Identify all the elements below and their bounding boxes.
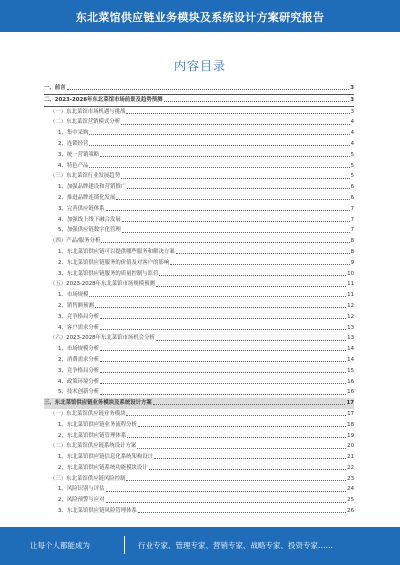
toc-entry-page: 4 bbox=[350, 140, 354, 147]
toc-entry-title: （二）东北菜馆营销模式分析 bbox=[50, 119, 121, 126]
toc-leader-dots bbox=[164, 101, 350, 102]
toc-entry[interactable] bbox=[44, 95, 354, 107]
toc-leader-dots bbox=[121, 124, 349, 125]
toc-entry[interactable] bbox=[44, 495, 354, 506]
report-header-bar bbox=[0, 0, 400, 32]
toc-entry-page: 19 bbox=[347, 432, 354, 439]
toc-entry-page: 23 bbox=[347, 475, 354, 482]
toc-entry-title: 2、东北菜馆供应链管理体系 bbox=[58, 432, 127, 439]
toc-entry[interactable] bbox=[44, 301, 354, 312]
toc-entry[interactable] bbox=[44, 355, 354, 366]
footer-divider bbox=[124, 536, 125, 554]
toc-entry-page: 18 bbox=[347, 421, 354, 428]
toc-entry[interactable] bbox=[44, 247, 354, 258]
toc-entry[interactable] bbox=[44, 431, 354, 442]
toc-entry-page: 8 bbox=[350, 248, 354, 255]
toc-leader-dots bbox=[106, 210, 350, 211]
toc-leader-dots bbox=[126, 113, 349, 114]
toc-entry[interactable] bbox=[44, 193, 354, 204]
toc-entry-page: 21 bbox=[347, 454, 354, 461]
toc-entry-title: 2、消费需求分析 bbox=[58, 356, 100, 363]
toc-leader-dots bbox=[138, 512, 346, 513]
toc-entry-title: 一、前言 bbox=[44, 85, 66, 91]
toc-leader-dots bbox=[89, 296, 346, 297]
toc-entry[interactable] bbox=[44, 506, 354, 517]
toc-entry-title: （六）2023-2028年东北菜馆市场机会分析 bbox=[50, 335, 155, 342]
toc-entry-title: 4、特色产品 bbox=[58, 162, 89, 169]
toc-leader-dots bbox=[95, 307, 346, 308]
toc-leader-dots bbox=[100, 372, 346, 373]
toc-leader-dots bbox=[100, 350, 346, 351]
toc-leader-dots bbox=[154, 458, 346, 459]
toc-leader-dots bbox=[100, 156, 349, 157]
toc-entry-title: 1、加强品牌建设和营销推广 bbox=[58, 184, 127, 191]
toc-leader-dots bbox=[122, 221, 350, 222]
toc-entry-page: 9 bbox=[350, 259, 354, 266]
toc-entry-title: 1、市场规模分析 bbox=[58, 346, 100, 353]
toc-entry-title: （二）东北菜馆供应链系统设计方案 bbox=[50, 443, 137, 450]
toc-entry-title: 5、技术创新分析 bbox=[58, 389, 100, 396]
toc-entry[interactable] bbox=[44, 441, 354, 452]
toc-leader-dots bbox=[126, 415, 346, 416]
toc-entry[interactable] bbox=[44, 484, 354, 495]
toc-leader-dots bbox=[121, 178, 349, 179]
toc-entry-title: （四）产品/服务分析 bbox=[50, 238, 101, 245]
toc-entry-title: （一）东北菜馆市场机遇与挑战 bbox=[50, 108, 126, 115]
toc-entry[interactable] bbox=[44, 398, 354, 409]
toc-entry-page: 4 bbox=[350, 119, 354, 126]
table-of-contents bbox=[44, 83, 354, 517]
toc-leader-dots bbox=[149, 469, 346, 470]
toc-entry[interactable] bbox=[44, 204, 354, 215]
report-title: 东北菜馆供应链业务模块及系统设计方案研究报告 bbox=[75, 11, 325, 24]
toc-entry-title: 2、推进品牌连锁化发展 bbox=[58, 194, 116, 201]
footer-bar bbox=[0, 527, 400, 565]
toc-entry-page: 24 bbox=[347, 486, 354, 493]
toc-entry-title: 1、风险识别与评估 bbox=[58, 486, 105, 493]
toc-leader-dots bbox=[153, 404, 346, 405]
toc-entry-title: 二、2023-2028年东北菜馆市场前景及趋势预测 bbox=[44, 96, 163, 103]
toc-entry-page: 10 bbox=[347, 270, 354, 277]
toc-entry[interactable] bbox=[44, 150, 354, 161]
toc-leader-dots bbox=[100, 383, 346, 384]
toc-leader-dots bbox=[89, 134, 349, 135]
toc-leader-dots bbox=[106, 502, 347, 503]
toc-leader-dots bbox=[67, 89, 350, 90]
toc-entry[interactable] bbox=[44, 225, 354, 236]
toc-entry-title: 1、市场规模 bbox=[58, 292, 89, 299]
toc-entry-page: 6 bbox=[350, 194, 354, 201]
toc-entry[interactable] bbox=[44, 366, 354, 377]
toc-entry-page: 3 bbox=[350, 85, 354, 91]
toc-leader-dots bbox=[101, 242, 349, 243]
toc-entry-title: （三）东北菜馆行业发展趋势 bbox=[50, 173, 121, 180]
toc-entry-title: （三）东北菜馆供应链风险控制 bbox=[50, 475, 126, 482]
toc-entry[interactable] bbox=[44, 474, 354, 485]
toc-entry-page: 20 bbox=[347, 443, 354, 450]
toc-leader-dots bbox=[100, 329, 346, 330]
toc-entry-page: 5 bbox=[350, 151, 354, 158]
toc-entry-title: 3、东北菜馆供应链风险管理体系 bbox=[58, 508, 137, 515]
toc-leader-dots bbox=[156, 340, 346, 341]
toc-entry[interactable] bbox=[44, 269, 354, 280]
toc-entry-page: 17 bbox=[346, 400, 354, 407]
toc-entry-title: 5、加强供应链数字化管理 bbox=[58, 227, 121, 234]
toc-entry[interactable] bbox=[44, 312, 354, 323]
toc-entry-title: 3、东北菜馆供应链服务的质量控制与监管 bbox=[58, 270, 159, 277]
toc-entry-page: 3 bbox=[350, 96, 354, 103]
toc-entry[interactable] bbox=[44, 117, 354, 128]
toc-leader-dots bbox=[100, 361, 346, 362]
footer-slogan: 让每个人都能成为 bbox=[30, 541, 90, 550]
footer-tagline: 行业专家、管理专家、营销专家、战略专家、投资专家…… bbox=[138, 541, 333, 550]
toc-entry-page: 3 bbox=[350, 108, 354, 115]
toc-entry-title: 2、东北菜馆供应链系统功能模块设计 bbox=[58, 464, 148, 471]
toc-entry-title: 3、竞争格局分析 bbox=[58, 367, 100, 374]
toc-entry[interactable] bbox=[44, 452, 354, 463]
toc-entry-title: 4、加强线上线下融合发展 bbox=[58, 216, 121, 223]
toc-leader-dots bbox=[137, 448, 346, 449]
toc-entry-title: 3、统一营销策略 bbox=[58, 151, 100, 158]
toc-entry-page: 12 bbox=[347, 302, 354, 309]
toc-entry-page: 22 bbox=[347, 464, 354, 471]
toc-leader-dots bbox=[89, 167, 349, 168]
toc-entry-page: 5 bbox=[350, 173, 354, 180]
toc-leader-dots bbox=[127, 437, 346, 438]
toc-leader-dots bbox=[122, 232, 350, 233]
toc-entry[interactable] bbox=[44, 279, 354, 290]
toc-entry-page: 11 bbox=[347, 281, 354, 288]
toc-entry[interactable] bbox=[44, 463, 354, 474]
toc-entry-page: 7 bbox=[350, 227, 354, 234]
toc-entry-page: 11 bbox=[347, 292, 354, 299]
toc-entry-title: 1、集中采购 bbox=[58, 130, 89, 137]
toc-entry[interactable] bbox=[44, 182, 354, 193]
toc-entry-title: 2、销售额预测 bbox=[58, 302, 94, 309]
toc-entry-title: 三、东北菜馆供应链业务模块及系统设计方案 bbox=[44, 400, 152, 407]
toc-entry-page: 5 bbox=[350, 162, 354, 169]
toc-entry[interactable] bbox=[44, 258, 354, 269]
toc-entry[interactable] bbox=[44, 377, 354, 388]
toc-entry-title: 2、连锁经营 bbox=[58, 140, 89, 147]
toc-entry-title: 2、风险预警与应对 bbox=[58, 497, 105, 504]
toc-entry-page: 17 bbox=[347, 410, 354, 417]
toc-entry[interactable] bbox=[44, 107, 354, 118]
toc-entry-page: 7 bbox=[350, 216, 354, 223]
toc-entry[interactable] bbox=[44, 161, 354, 172]
toc-entry[interactable] bbox=[44, 290, 354, 301]
toc-leader-dots bbox=[126, 480, 346, 481]
toc-entry-page: 14 bbox=[347, 356, 354, 363]
toc-entry-title: 3、完善供应链体系 bbox=[58, 205, 105, 212]
toc-entry-page: 16 bbox=[347, 389, 354, 396]
toc-entry[interactable] bbox=[44, 83, 354, 95]
toc-entry-title: （五）2023-2028年东北菜馆市场规模预测 bbox=[50, 281, 155, 288]
toc-leader-dots bbox=[159, 275, 346, 276]
toc-entry-title: 4、客户需求分析 bbox=[58, 324, 100, 331]
toc-entry[interactable] bbox=[44, 344, 354, 355]
toc-leader-dots bbox=[176, 253, 350, 254]
toc-leader-dots bbox=[89, 145, 349, 146]
toc-entry-title: 1、东北菜馆供应链信息化系统架构设计 bbox=[58, 454, 154, 461]
toc-entry-page: 6 bbox=[350, 184, 354, 191]
toc-entry-page: 16 bbox=[347, 378, 354, 385]
toc-entry-title: （一）东北菜馆供应链业务模块 bbox=[50, 410, 126, 417]
toc-entry[interactable] bbox=[44, 333, 354, 344]
toc-entry-page: 7 bbox=[350, 205, 354, 212]
toc-entry-title: 4、政策环境分析 bbox=[58, 378, 100, 385]
toc-entry[interactable] bbox=[44, 420, 354, 431]
toc-entry[interactable] bbox=[44, 215, 354, 226]
toc-leader-dots bbox=[100, 394, 346, 395]
toc-entry[interactable] bbox=[44, 128, 354, 139]
toc-entry-page: 12 bbox=[347, 313, 354, 320]
toc-entry[interactable] bbox=[44, 139, 354, 150]
toc-entry[interactable] bbox=[44, 387, 354, 398]
toc-entry-page: 8 bbox=[350, 238, 354, 245]
toc-entry-page: 13 bbox=[347, 335, 354, 342]
toc-heading: 内容目录 bbox=[173, 59, 226, 73]
toc-entry[interactable] bbox=[44, 323, 354, 334]
toc-entry[interactable] bbox=[44, 171, 354, 182]
toc-leader-dots bbox=[106, 491, 347, 492]
toc-leader-dots bbox=[100, 318, 346, 319]
toc-entry-page: 13 bbox=[347, 324, 354, 331]
toc-leader-dots bbox=[170, 264, 349, 265]
toc-leader-dots bbox=[127, 188, 349, 189]
toc-leader-dots bbox=[116, 199, 349, 200]
toc-entry-title: 3、竞争格局分析 bbox=[58, 313, 100, 320]
toc-entry[interactable] bbox=[44, 409, 354, 420]
toc-entry-title: 1、东北菜馆供应链业务流程分析 bbox=[58, 421, 137, 428]
toc-entry-page: 15 bbox=[347, 367, 354, 374]
toc-entry[interactable] bbox=[44, 236, 354, 247]
toc-leader-dots bbox=[156, 286, 346, 287]
toc-entry-page: 26 bbox=[347, 508, 354, 515]
toc-entry-page: 25 bbox=[347, 497, 354, 504]
toc-entry-page: 4 bbox=[350, 130, 354, 137]
toc-leader-dots bbox=[138, 426, 346, 427]
toc-entry-page: 14 bbox=[347, 346, 354, 353]
toc-entry-title: 2、东北菜馆供应链服务的价值及对客户的影响 bbox=[58, 259, 170, 266]
toc-entry-title: 1、东北菜馆供应链可以提供哪些服务和解决方案 bbox=[58, 248, 175, 255]
